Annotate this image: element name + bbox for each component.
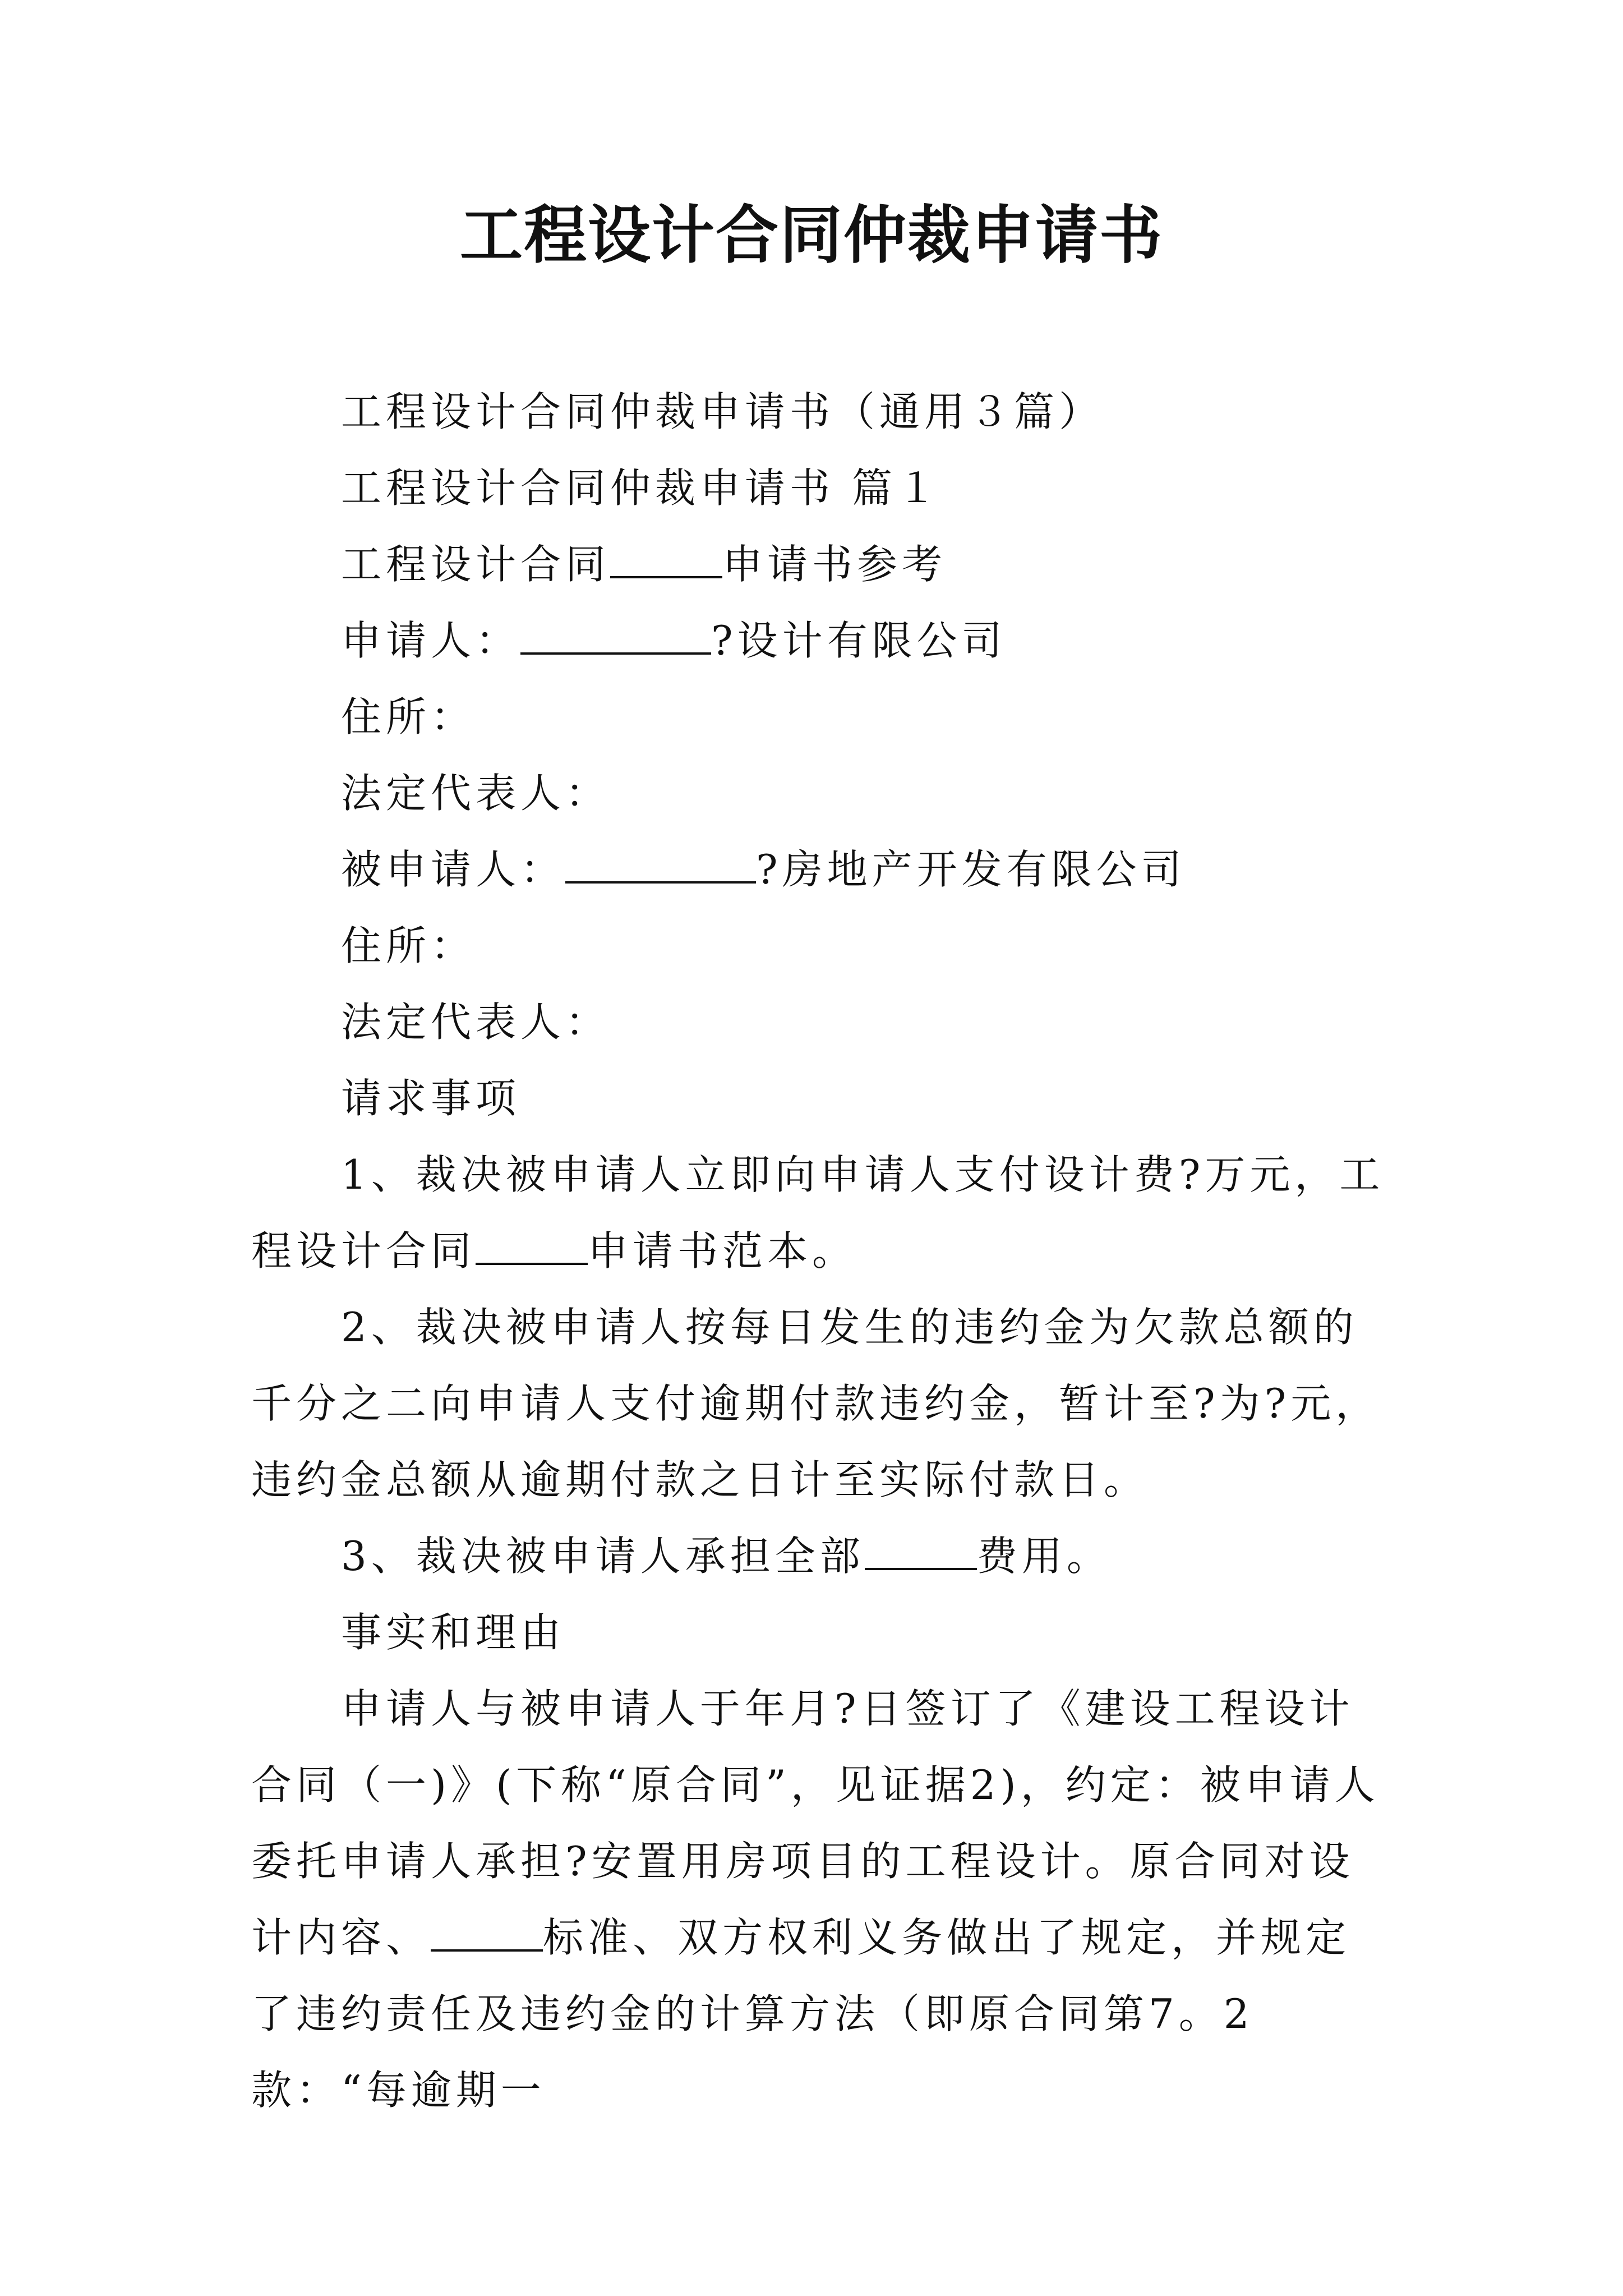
paragraph (251, 755, 1395, 831)
paragraph-text: 1、裁决被申请人立即向申请人支付设计费?万元，工程设计合同 (251, 1151, 1385, 1274)
paragraph-text: 被申请人： (341, 846, 566, 893)
fill-in-blank (476, 1260, 588, 1265)
fill-in-blank (431, 1947, 543, 1952)
fill-in-blank (520, 650, 711, 655)
paragraph (251, 1289, 1395, 1518)
fill-in-blank (865, 1566, 977, 1570)
paragraph-text: 3、裁决被申请人承担全部 (341, 1533, 865, 1580)
paragraph-text: 工程设计合同仲裁申请书（通用３篇） (341, 388, 1104, 435)
document-body (251, 374, 1395, 2128)
fill-in-blank (610, 574, 722, 578)
paragraph (251, 602, 1395, 679)
paragraph (251, 679, 1395, 755)
paragraph-text: 2、裁决被申请人按每日发生的违约金为欠款总额的千分之二向申请人支付逾期付款违约金，暂计至?为?元，违约金总额从逾期付款之日计至实际付款日。 (251, 1304, 1381, 1503)
paragraph-text: 住所： (341, 922, 476, 969)
paragraph-text: 工程设计合同 (341, 541, 611, 588)
paragraph (251, 450, 1395, 526)
document-title: 工程设计合同仲裁申请书 (460, 199, 1163, 272)
paragraph-text: 工程设计合同仲裁申请书 篇１ (341, 464, 942, 512)
paragraph-text: ?房地产开发有限公司 (756, 846, 1186, 893)
paragraph-text: 法定代表人： (341, 999, 611, 1046)
paragraph-text: 申请书参考 (722, 541, 947, 588)
paragraph-text: 申请人： (341, 617, 521, 664)
paragraph-text: ?设计有限公司 (711, 617, 1007, 664)
paragraph (251, 831, 1395, 908)
paragraph-text: 费用。 (976, 1533, 1112, 1580)
paragraph (251, 1518, 1395, 1594)
paragraph-text: 请求事项 (341, 1075, 521, 1122)
paragraph-text: 住所： (341, 693, 476, 740)
paragraph (251, 908, 1395, 984)
paragraph (251, 1137, 1395, 1289)
paragraph (251, 1060, 1395, 1137)
paragraph (251, 984, 1395, 1060)
paragraph-text: 标准、双方权利义务做出了规定，并规定了违约责任及违约金的计算方法（即原合同第7。2款：“每逾期一 (251, 1914, 1351, 2114)
paragraph (251, 1594, 1395, 1671)
paragraph-text: 申请书范本。 (588, 1227, 857, 1274)
paragraph-text: 事实和理由 (341, 1609, 566, 1656)
paragraph (251, 1671, 1395, 2128)
paragraph (251, 526, 1395, 602)
paragraph (251, 374, 1395, 450)
paragraph-text: 申请人与被申请人于年月?日签订了《建设工程设计合同（一)》(下称“原合同”，见证据2)，约定：被申请人委托申请人承担?安置用房项目的工程设计。原合同对设计内容、 (251, 1685, 1380, 1961)
fill-in-blank (565, 879, 756, 884)
paragraph-text: 法定代表人： (341, 770, 611, 817)
